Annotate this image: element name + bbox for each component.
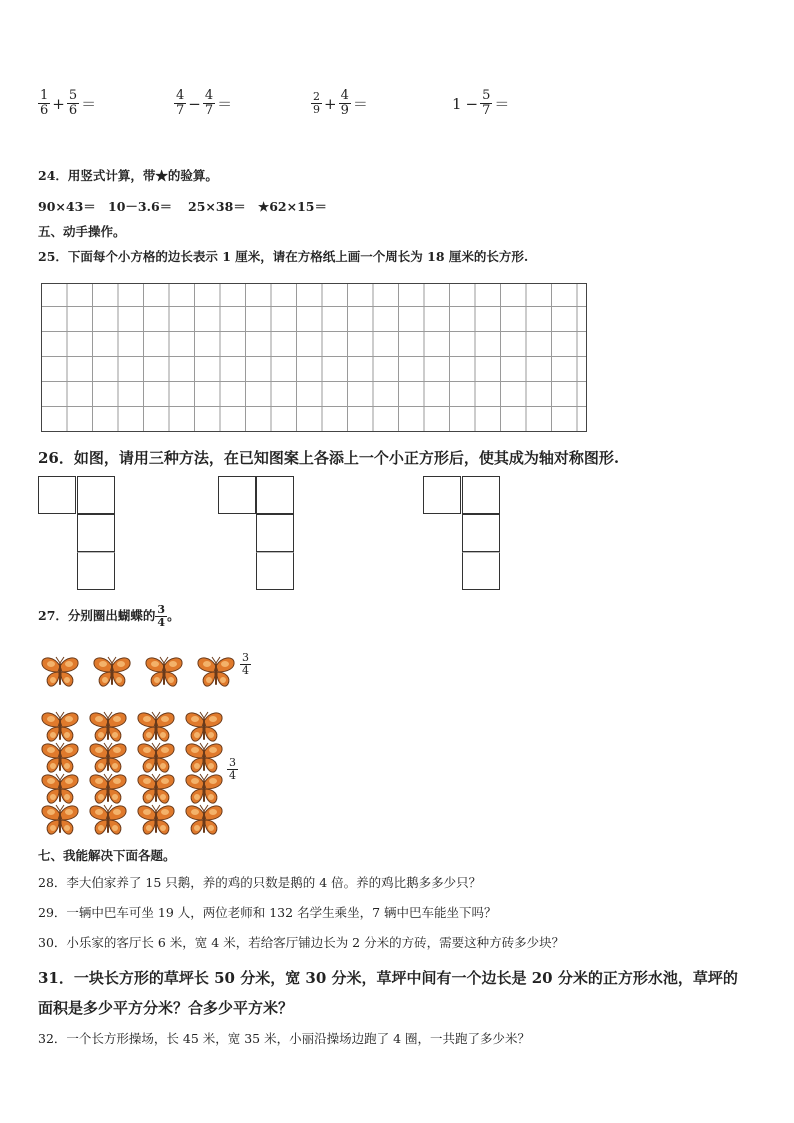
calc-item: 10－3.6＝ [108, 199, 173, 214]
expr-3: $\frac{2}{9}$ + $\frac{4}{9}$ ＝ [313, 88, 368, 118]
fraction: $\frac{3}{4}$ [157, 603, 166, 629]
expr-4: 1 − $\frac{5}{7}$ ＝ [452, 88, 510, 118]
calc-item: 90×43＝ [38, 199, 96, 214]
square [256, 476, 294, 514]
butterfly-icon[interactable] [184, 802, 224, 838]
fraction: $\frac{5}{6}$ [68, 88, 78, 118]
fraction: $\frac{4}{7}$ [176, 88, 185, 118]
section-heading: 五、动手操作。 [38, 224, 126, 239]
butterfly-icon[interactable] [144, 654, 184, 690]
fraction: $\frac{2}{9}$ [313, 90, 320, 116]
question-31-line1: 31．一块长方形的草坪长 50 分米，宽 30 分米，草坪中间有一个边长是 20 分米的正方形水池，草坪的 [38, 969, 738, 987]
calc-item: 25×38＝ [188, 199, 246, 214]
question-31-line2: 面积是多少平方分米？合多少平方米？ [38, 999, 294, 1017]
square [218, 476, 256, 514]
square [38, 476, 76, 514]
question-29: 29．一辆中巴车可坐 19 人，两位老师和 132 名学生乘坐，7 辆中巴车能坐下吗？ [38, 905, 497, 920]
fraction: $\frac{4}{9}$ [340, 88, 349, 118]
question-26: 26．如图，请用三种方法，在已知图案上各添上一个小正方形后，使其成为轴对称图形. [38, 449, 620, 467]
square [256, 514, 294, 552]
fraction: $\frac{1}{6}$ [40, 88, 49, 118]
fraction-label: $\frac{3}{4}$ [229, 756, 236, 782]
question-27: 27．分别圈出蝴蝶的 $\frac{3}{4}$ 。 [38, 603, 180, 629]
question-24-title: 24．用竖式计算，带★的验算。 [38, 168, 218, 183]
square [462, 552, 500, 590]
butterfly-icon[interactable] [88, 802, 128, 838]
question-28: 28．李大伯家养了 15 只鹅，养的鸡的只数是鹅的 4 倍。养的鸡比鹅多多少只？ [38, 875, 482, 890]
expr-1: $\frac{1}{6}$ + $\frac{5}{6}$ ＝ [40, 88, 97, 118]
square [77, 552, 115, 590]
question-30: 30．小乐家的客厅长 6 米，宽 4 米，若给客厅铺边长为 2 分米的方砖，需要这种方砖多少块？ [38, 935, 565, 950]
square [77, 514, 115, 552]
expr-2: $\frac{4}{7}$ − $\frac{4}{7}$ ＝ [176, 88, 233, 118]
butterfly-icon[interactable] [136, 802, 176, 838]
square [462, 476, 500, 514]
butterfly-icon[interactable] [92, 654, 132, 690]
question-25: 25．下面每个小方格的边长表示 1 厘米，请在方格纸上画一个周长为 18 厘米的长方形. [38, 249, 529, 264]
square [462, 514, 500, 552]
square [77, 476, 115, 514]
fraction-label: $\frac{3}{4}$ [242, 651, 249, 677]
square [256, 552, 294, 590]
butterfly-icon[interactable] [196, 654, 236, 690]
calc-item: ★62×15＝ [258, 199, 327, 214]
fraction: $\frac{5}{7}$ [482, 88, 491, 118]
square [423, 476, 461, 514]
grid-paper[interactable] [41, 283, 587, 432]
section-heading: 七、我能解决下面各题。 [38, 848, 176, 863]
question-32: 32．一个长方形操场，长 45 米，宽 35 米，小丽沿操场边跑了 4 圈，一共跑了多少米？ [38, 1031, 531, 1046]
butterfly-icon[interactable] [40, 654, 80, 690]
fraction: $\frac{4}{7}$ [204, 88, 214, 118]
butterfly-icon[interactable] [40, 802, 80, 838]
